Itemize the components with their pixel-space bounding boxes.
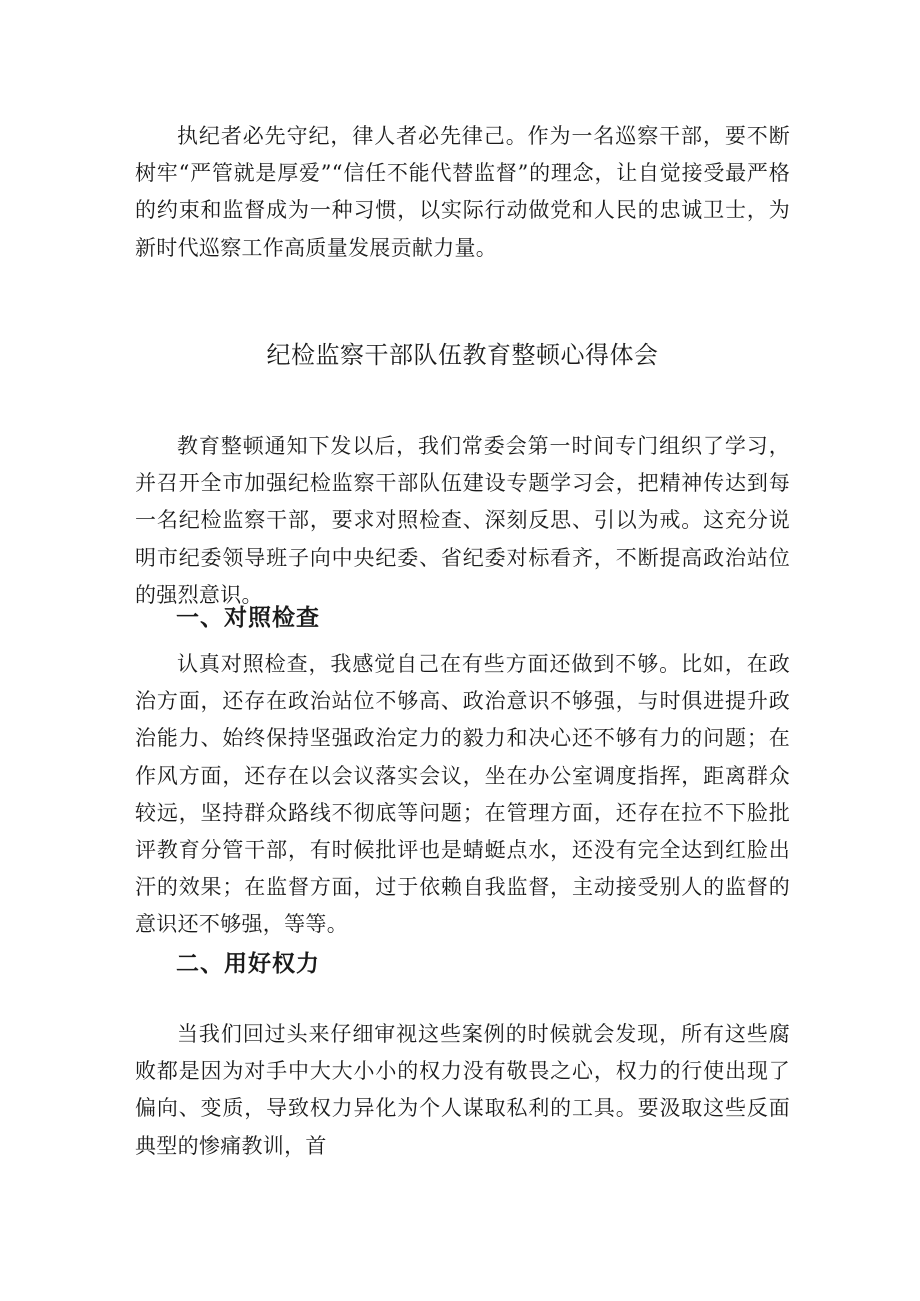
- intro-paragraph: 执纪者必先守纪，律人者必先律己。作为一名巡察干部，要不断树牢“严管就是厚爱”“信任不能代替监督”的理念，让自觉接受最严格的约束和监督成为一种习惯，以实际行动做党和人民的忠诚卫士，为新时代巡察工作高质量发展贡献力量。: [135, 124, 790, 260]
- section-heading-check: 一、对照检查: [176, 605, 320, 631]
- opening-paragraph: 教育整顿通知下发以后，我们常委会第一时间专门组织了学习，并召开全市加强纪检监察干部队伍建设专题学习会，把精神传达到每一名纪检监察干部，要求对照检查、深刻反思、引以为戒。这充分说明市纪委领导班子向中央纪委、省纪委对标看齐，不断提高政治站位的强烈意识。: [135, 434, 790, 607]
- section-check-paragraph: 认真对照检查，我感觉自己在有些方面还做到不够。比如，在政治方面，还存在政治站位不够高、政治意识不够强，与时俱进提升政治能力、始终保持坚强政治定力的毅力和决心还不够有力的问题；在作风方面，还存在以会议落实会议，坐在办公室调度指挥，距离群众较远，坚持群众路线不彻底等问题；在管理方面，还存在拉不下脸批评教育分管干部，有时候批评也是蜻蜓点水，还没有完全达到红脸出汗的效果；在监督方面，过于依赖自我监督，主动接受别人的监督的意识还不够强，等等。: [135, 652, 790, 937]
- section-heading-power: 二、用好权力: [176, 951, 320, 977]
- document-title: 纪检监察干部队伍教育整顿心得体会: [266, 341, 659, 369]
- section-power-paragraph: 当我们回过头来仔细审视这些案例的时候就会发现，所有这些腐败都是因为对手中大大小小的权力没有敬畏之心，权力的行使出现了偏向、变质，导致权力异化为个人谋取私利的工具。要汲取这些反面典型的惨痛教训，首: [135, 1022, 790, 1158]
